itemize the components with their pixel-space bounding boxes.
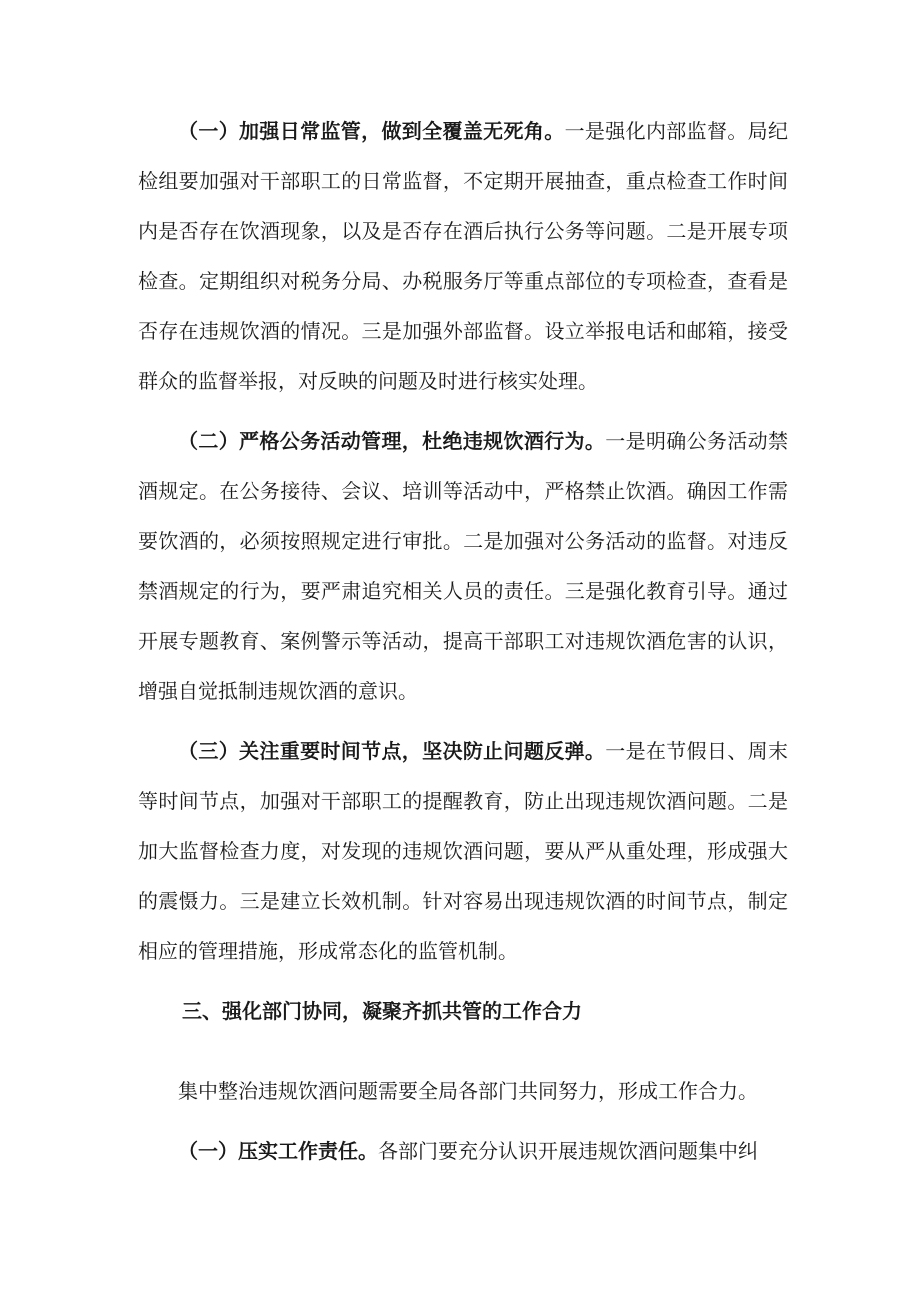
paragraph-body: 一是明确公务活动禁酒规定。在公务接待、会议、培训等活动中，严格禁止饮酒。确因工作需要饮酒的，必须按照规定进行审批。二是加强对公务活动的监督。对违反禁酒规定的行为，要严肃追究相关人员的责任。三是强化教育引导。通过开展专题教育、案例警示等活动，提高干部职工对违规饮酒危害的认识，增强自觉抵制违规饮酒的意识。 bbox=[138, 429, 789, 703]
paragraph-daily-supervision bbox=[138, 106, 788, 406]
paragraph-responsibility bbox=[138, 1126, 788, 1176]
paragraph-body: 一是在节假日、周末等时间节点，加强对干部职工的提醒教育，防止出现违规饮酒问题。二是加大监督检查力度，对发现的违规饮酒问题，要从严从重处理，形成强大的震慑力。三是建立长效机制。针对容易出现违规饮酒的时间节点，制定相应的管理措施，形成常态化的监管机制。 bbox=[138, 739, 789, 963]
paragraph-official-activities bbox=[138, 416, 788, 716]
section-heading: 三、强化部门协同，凝聚齐抓共管的工作合力 bbox=[182, 999, 582, 1023]
paragraph-key-time-nodes bbox=[138, 726, 788, 976]
paragraph-lead: （一）压实工作责任。 bbox=[178, 1139, 378, 1163]
paragraph-lead: （二）严格公务活动管理，杜绝违规饮酒行为。 bbox=[178, 429, 606, 453]
paragraph-lead: （三）关注重要时间节点，坚决防止问题反弹。 bbox=[178, 739, 606, 763]
paragraph-intro: 集中整治违规饮酒问题需要全局各部门共同努力，形成工作合力。 bbox=[178, 1079, 758, 1103]
paragraph-body: 一是强化内部监督。局纪检组要加强对干部职工的日常监督，不定期开展抽查，重点检查工作时间内是否存在饮酒现象，以及是否存在酒后执行公务等问题。二是开展专项检查。定期组织对税务分局、办税服务厅等重点部位的专项检查，查看是否存在违规饮酒的情况。三是加强外部监督。设立举报电话和邮箱，接受群众的监督举报，对反映的问题及时进行核实处理。 bbox=[138, 119, 789, 393]
paragraph-lead: （一）加强日常监管，做到全覆盖无死角。 bbox=[178, 119, 565, 143]
paragraph-body: 各部门要充分认识开展违规饮酒问题集中纠 bbox=[378, 1139, 758, 1163]
